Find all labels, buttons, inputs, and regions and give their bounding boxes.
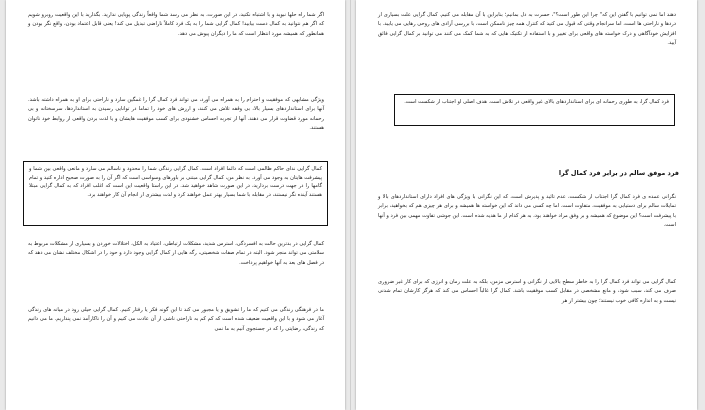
right-callout-box	[394, 94, 675, 126]
section-heading: فرد موفق سالم در برابر فرد کمال گرا	[558, 169, 679, 177]
left-paragraph-4: ما در فرهنگی زندگی می کنیم که ما را تشویق و یا مجبور می کند تا این گونه فکر یا رفتار کنیم. کمال گرایی حیلی زود در میانه های زندگی آغاز می شود و با این واقعیت ضعیف شده است که کم کم به ناراحتی ناشی از آن عادت می کنیم و آن را ناکارآمد نمی پنداریم. ما می دانیم که زندگی، رضایتی را که در جستجوی آنیم به ما نمی	[28, 307, 324, 332]
right-page	[356, 0, 697, 410]
right-paragraph-1: دهند اما نمی توانیم با گفتن این که" چرا این طور است؟"، حسرت به دل بمانیم؛ بنابراین با آن مقابله می کنیم. کمال گرایی علت بسیاری از دردها و ناراحتی ها است، اما سرانجام وقتی که قبول می کنید که کنترل همه چیز ناممکن است، با بررسی آزادی های روحی رهایی می یابید. با افزایش خودآگاهی و درک خواسته های واقعی برای تغییر و با استفاده از تکنیک هایی که به شما کمک می کنند می توانید بر کمال گرایی فائق آیید.	[378, 12, 676, 47]
page-gutter	[350, 0, 351, 410]
right-paragraph-3: کمال گرایی می تواند فرد کمال گرا را به خاطر سطح بالایی از نگرانی و استرس مزمن، بلکه به علت زمان و انرژی که برای کار غیر ضروری صرف می کند، سبب شود، و مانع مشخصی در مقابل کسب موفقیت باشد. کمال گرا غالباً احساس می کند که هرگز کارشان تمام شدنی نیست و به اندازه کافی خوب نیستند؛ چون بیشتر از هر	[378, 279, 676, 304]
right-paragraph-2: نگرانی عمده ی فرد کمال گرا اجتناب از شکست، عدم تائید و پذیرش است، که این نگرانی با ویژگی های افراد دارای استانداردهای بالا و تمایلات سالم برای دستیابی به موفقیت، متفاوت است. اما چه کسی می داند که این خواسته ها همیشه و برای هر چیزی هم که بخواهید، برابر با پیشرفت است؟ این موضوع که همیشه و بر وفق مراد خواهند بود، به هر کدام از ما هدیه شده است. این جوشی تفاوت مهمی بین فرد و آنها است.	[378, 194, 676, 229]
right-callout-text: فرد کمال گرا، به طوری رحمانه ای برای استانداردهای بالای غیر واقعی در تلاش است. هدف اصلی او اجتناب از شکست است.	[404, 99, 669, 105]
left-callout-box	[23, 161, 328, 226]
left-paragraph-3: کمال گرایی در بدترین حالت به افسردگی، استرس شدید، مشکلات ارتباطی، اعتیاد به الکل، اختلالات خوردن و بسیاری از مشکلات مربوط به سلامتی می تواند منجر شود. البته در تمام صفات شخصیتی، رگه هایی از کمال گرایی وجود دارد و حود را در اشکال مختلف نشان می دهد که در فصل های بعد به آنها خواهیم پرداخت.	[28, 241, 324, 266]
left-paragraph-2: ویژگی مشابهی که موفقیت و احترام را به همراه می آورد، می تواند فرد کمال گرا را غمگین سازد و ناراحتی برای او به همراه داشته باشد. آنها برای استانداردهای بسیار بالا، بی وقفه تلاش می کنند، و ارزش های خود را تماما در توانایی رسیدن به استانداردها، سرسختانه و بی رحمانه مورد قضاوت قرار می دهند. آنها از تجربه احساس خشنودی برای کسب موفقیت هایشان و یا لذت بردن واقعی از روابط خود ناتوان هستند.	[28, 97, 324, 132]
left-paragraph-1: اگر شما راه حلها نبوید و با اشتباه نکنید، در این صورت، به نظر می رسد شما واقعاً زندگی پویایی ندارید. بگذارید با این واقعیت روبرو شویم که اگر هم نتوانید به کمال دست بیابید! کمال گرایی شما را به یک فرد کاملاً ناراضی تبدیل می کند! یعنی قابل اعتماد بودن، واقع نگر بودن و همانطور که همیشه مورد انتظار است که ما را دیگران پیوش می دهد.	[28, 12, 324, 37]
left-callout-text: کمال گرایی ندای حاکم ظالمی است که دائما افراد است. کمال گرایی زندگی شما را محدود و ناسالم می سازد و مانعی واقعی بین شما و پیشرفت هایتان به وجود می آورد. به نظر من، کمال گرایی مبتنی بر باورهای وسواسی است که اگر آن را به صورت صحیح اداره کنید و تمام گامها را در جهت درست بردارید، در این صورت شاهد خواهید شد. در این راستا واقعیت این است که اغلب افراد که به کمال گرایی مبتلا هستند آینده نگر نیستند، در مقابله با شما بسیار بهتر عمل خواهند کرد و لذت بیشتری از انجام آن کار خواهند برد.	[29, 166, 322, 198]
left-page	[6, 0, 345, 410]
